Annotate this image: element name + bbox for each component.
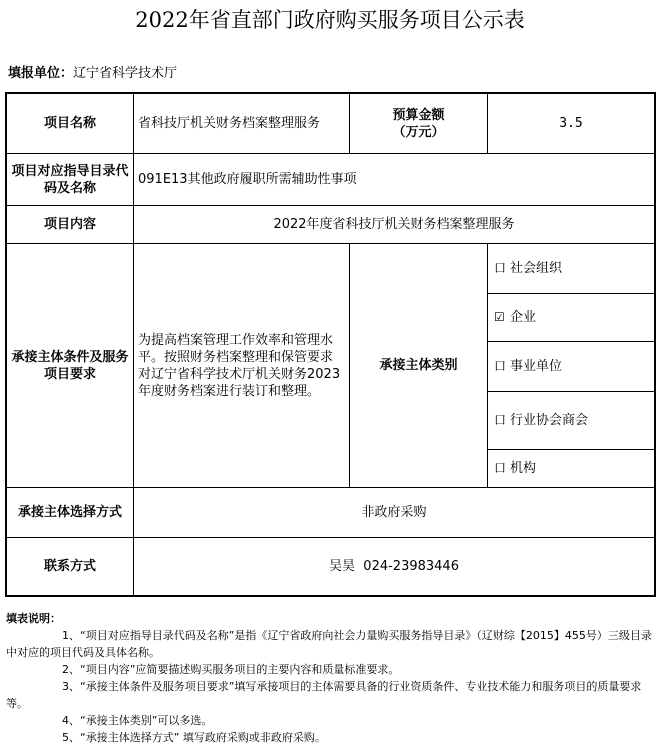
reporting-unit	[8, 62, 177, 81]
content-label: 项目内容	[7, 206, 134, 244]
project-name-label: 项目名称	[7, 94, 134, 154]
reporting-unit-value: 辽宁省科学技术厅	[73, 66, 178, 81]
instructions-heading: 填表说明：	[6, 612, 61, 625]
checkbox-icon: 口	[494, 413, 507, 427]
instruction-item: 1、“项目对应指导目录代码及名称”是指《辽宁省政府向社会力量购买服务指导目录》（辽财综【2015】455号）三级目录中对应的项目代码及具体名称。	[6, 629, 652, 659]
category-option-label: 企业	[510, 310, 537, 325]
budget-label: 预算金额 （万元）	[350, 94, 488, 154]
contact-value: 吴昊 024-23983446	[329, 559, 459, 574]
selection-method-label: 承接主体选择方式	[7, 488, 134, 538]
conditions-label: 承接主体条件及服务项目要求	[7, 244, 134, 488]
category-option-agency[interactable]	[488, 450, 654, 488]
instruction-item: 4、“承接主体类别”可以多选。	[62, 714, 213, 727]
project-name-value: 省科技厅机关财务档案整理服务	[134, 94, 350, 154]
category-option-label: 机构	[510, 461, 537, 476]
selection-method-value: 非政府采购	[134, 488, 654, 538]
catalog-value: 091E13其他政府履职所需辅助性事项	[134, 154, 654, 206]
instruction-item: 3、“承接主体条件及服务项目要求”填写承接项目的主体需要具备的行业资质条件、专业技术能力和服务项目的质量要求等。	[6, 680, 642, 710]
category-label: 承接主体类别	[350, 244, 488, 488]
contact-label: 联系方式	[7, 538, 134, 595]
filling-instructions	[6, 610, 656, 746]
page-title: 2022年省直部门政府购买服务项目公示表	[135, 8, 525, 32]
conditions-value: 为提高档案管理工作效率和管理水平。按照财务档案整理和保管要求对辽宁省科学技术厅机关财务2023年度财务档案进行装订和整理。	[134, 244, 350, 488]
category-option-label: 社会组织	[510, 261, 563, 276]
checkbox-icon: 口	[494, 461, 507, 475]
instruction-item: 5、“承接主体选择方式” 填写政府采购或非政府采购。	[62, 731, 326, 744]
checkbox-icon: 口	[494, 359, 507, 373]
catalog-label: 项目对应指导目录代码及名称	[7, 154, 134, 206]
content-value: 2022年度省科技厅机关财务档案整理服务	[134, 206, 654, 244]
reporting-unit-label: 填报单位：	[8, 66, 74, 81]
checked-checkbox-icon: ☑	[494, 310, 505, 324]
category-option-institution[interactable]	[488, 342, 654, 392]
category-option-label: 行业协会商会	[510, 413, 589, 428]
checkbox-icon: 口	[494, 261, 507, 275]
category-option-label: 事业单位	[510, 359, 563, 374]
category-option-enterprise[interactable]	[488, 294, 654, 342]
project-table	[5, 92, 656, 597]
category-option-industry-association[interactable]	[488, 392, 654, 450]
category-option-social-org[interactable]	[488, 244, 654, 294]
budget-value: 3.5	[488, 94, 654, 154]
instruction-item: 2、“项目内容”应简要描述购买服务项目的主要内容和质量标准要求。	[62, 663, 400, 676]
